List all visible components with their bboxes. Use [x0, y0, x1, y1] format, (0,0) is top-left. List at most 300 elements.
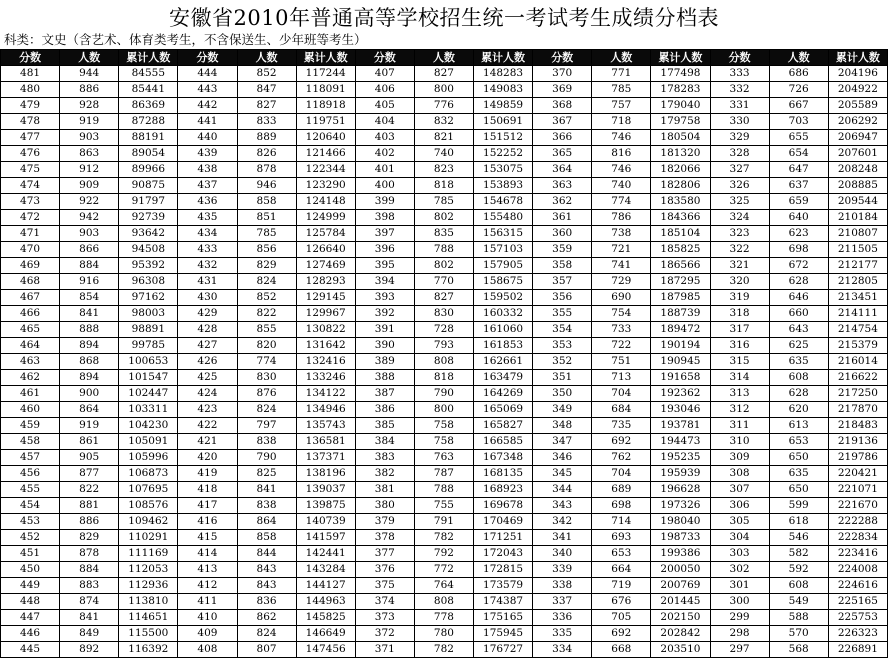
table-cell: 187295	[651, 274, 710, 290]
table-cell: 418	[178, 482, 237, 498]
column-header: 累计人数	[651, 50, 710, 66]
table-cell: 946	[237, 178, 296, 194]
table-cell: 191658	[651, 370, 710, 386]
table-cell: 790	[237, 450, 296, 466]
table-cell: 429	[178, 306, 237, 322]
table-cell: 118918	[296, 98, 355, 114]
table-cell: 222834	[828, 530, 887, 546]
table-cell: 163479	[474, 370, 533, 386]
table-cell: 91797	[119, 194, 178, 210]
table-cell: 628	[769, 274, 828, 290]
table-cell: 110291	[119, 530, 178, 546]
table-cell: 419	[178, 466, 237, 482]
table-cell: 833	[237, 114, 296, 130]
table-cell: 402	[355, 146, 414, 162]
table-cell: 830	[414, 306, 473, 322]
table-cell: 177498	[651, 66, 710, 82]
table-cell: 302	[710, 562, 769, 578]
table-cell: 473	[1, 194, 60, 210]
table-row	[1, 610, 888, 626]
table-cell: 173579	[474, 578, 533, 594]
table-cell: 126640	[296, 242, 355, 258]
table-cell: 455	[1, 482, 60, 498]
table-cell: 830	[237, 370, 296, 386]
table-cell: 852	[237, 66, 296, 82]
table-cell: 348	[533, 418, 592, 434]
table-cell: 741	[592, 258, 651, 274]
table-cell: 416	[178, 514, 237, 530]
table-cell: 185104	[651, 226, 710, 242]
table-cell: 824	[237, 274, 296, 290]
table-cell: 816	[592, 146, 651, 162]
table-cell: 922	[60, 194, 119, 210]
table-cell: 179040	[651, 98, 710, 114]
table-cell: 905	[60, 450, 119, 466]
table-cell: 226891	[828, 642, 887, 658]
table-cell: 942	[60, 210, 119, 226]
table-cell: 802	[414, 258, 473, 274]
table-cell: 772	[414, 562, 473, 578]
table-cell: 207601	[828, 146, 887, 162]
table-cell: 854	[60, 290, 119, 306]
table-cell: 333	[710, 66, 769, 82]
table-cell: 95392	[119, 258, 178, 274]
table-cell: 878	[60, 546, 119, 562]
table-cell: 138196	[296, 466, 355, 482]
table-cell: 219136	[828, 434, 887, 450]
table-cell: 903	[60, 226, 119, 242]
table-cell: 881	[60, 498, 119, 514]
table-cell: 944	[60, 66, 119, 82]
table-cell: 740	[592, 178, 651, 194]
table-cell: 115500	[119, 626, 178, 642]
table-cell: 722	[592, 338, 651, 354]
table-cell: 84555	[119, 66, 178, 82]
table-cell: 190945	[651, 354, 710, 370]
table-cell: 824	[237, 402, 296, 418]
table-cell: 379	[355, 514, 414, 530]
table-row	[1, 162, 888, 178]
table-cell: 782	[414, 642, 473, 658]
table-cell: 635	[769, 466, 828, 482]
table-cell: 216622	[828, 370, 887, 386]
table-cell: 171251	[474, 530, 533, 546]
table-cell: 121466	[296, 146, 355, 162]
score-distribution-table	[0, 49, 888, 658]
table-cell: 425	[178, 370, 237, 386]
table-cell: 224616	[828, 578, 887, 594]
column-header: 分数	[178, 50, 237, 66]
table-cell: 344	[533, 482, 592, 498]
table-cell: 470	[1, 242, 60, 258]
table-cell: 864	[60, 402, 119, 418]
table-cell: 125784	[296, 226, 355, 242]
table-cell: 221071	[828, 482, 887, 498]
table-cell: 129145	[296, 290, 355, 306]
table-cell: 200050	[651, 562, 710, 578]
table-cell: 305	[710, 514, 769, 530]
table-cell: 391	[355, 322, 414, 338]
table-cell: 135743	[296, 418, 355, 434]
table-cell: 320	[710, 274, 769, 290]
table-cell: 182806	[651, 178, 710, 194]
table-cell: 373	[355, 610, 414, 626]
table-cell: 89054	[119, 146, 178, 162]
table-cell: 406	[355, 82, 414, 98]
table-cell: 395	[355, 258, 414, 274]
table-row	[1, 258, 888, 274]
table-cell: 224008	[828, 562, 887, 578]
table-cell: 312	[710, 402, 769, 418]
table-cell: 370	[533, 66, 592, 82]
table-cell: 409	[178, 626, 237, 642]
table-cell: 689	[592, 482, 651, 498]
table-cell: 433	[178, 242, 237, 258]
table-cell: 454	[1, 498, 60, 514]
table-cell: 123290	[296, 178, 355, 194]
table-cell: 356	[533, 290, 592, 306]
table-cell: 650	[769, 482, 828, 498]
table-cell: 413	[178, 562, 237, 578]
table-cell: 157905	[474, 258, 533, 274]
table-cell: 786	[592, 210, 651, 226]
table-cell: 377	[355, 546, 414, 562]
table-cell: 703	[769, 114, 828, 130]
table-cell: 225753	[828, 610, 887, 626]
table-cell: 849	[60, 626, 119, 642]
table-cell: 92739	[119, 210, 178, 226]
table-cell: 868	[60, 354, 119, 370]
table-cell: 844	[237, 546, 296, 562]
table-cell: 114651	[119, 610, 178, 626]
table-cell: 304	[710, 530, 769, 546]
table-cell: 818	[414, 370, 473, 386]
table-cell: 453	[1, 514, 60, 530]
table-cell: 718	[592, 114, 651, 130]
table-cell: 360	[533, 226, 592, 242]
table-cell: 117244	[296, 66, 355, 82]
table-cell: 808	[414, 354, 473, 370]
table-cell: 134946	[296, 402, 355, 418]
table-cell: 738	[592, 226, 651, 242]
table-cell: 894	[60, 370, 119, 386]
table-cell: 145825	[296, 610, 355, 626]
table-cell: 592	[769, 562, 828, 578]
table-cell: 858	[237, 530, 296, 546]
table-cell: 751	[592, 354, 651, 370]
table-cell: 303	[710, 546, 769, 562]
table-cell: 202150	[651, 610, 710, 626]
table-cell: 668	[592, 642, 651, 658]
table-cell: 746	[592, 130, 651, 146]
table-cell: 339	[533, 562, 592, 578]
table-cell: 714	[592, 514, 651, 530]
table-cell: 335	[533, 626, 592, 642]
table-cell: 410	[178, 610, 237, 626]
table-row	[1, 274, 888, 290]
table-cell: 444	[178, 66, 237, 82]
table-cell: 210807	[828, 226, 887, 242]
table-cell: 827	[414, 66, 473, 82]
table-cell: 93642	[119, 226, 178, 242]
table-cell: 771	[592, 66, 651, 82]
table-row	[1, 354, 888, 370]
table-cell: 152252	[474, 146, 533, 162]
table-cell: 181320	[651, 146, 710, 162]
table-cell: 119751	[296, 114, 355, 130]
table-cell: 169678	[474, 498, 533, 514]
table-cell: 468	[1, 274, 60, 290]
table-cell: 155480	[474, 210, 533, 226]
table-cell: 122344	[296, 162, 355, 178]
table-cell: 728	[414, 322, 473, 338]
table-cell: 381	[355, 482, 414, 498]
table-cell: 195235	[651, 450, 710, 466]
table-cell: 646	[769, 290, 828, 306]
table-cell: 315	[710, 354, 769, 370]
table-cell: 903	[60, 130, 119, 146]
table-cell: 790	[414, 386, 473, 402]
table-cell: 787	[414, 466, 473, 482]
table-cell: 460	[1, 402, 60, 418]
table-cell: 144127	[296, 578, 355, 594]
table-cell: 546	[769, 530, 828, 546]
table-cell: 800	[414, 402, 473, 418]
table-cell: 909	[60, 178, 119, 194]
table-cell: 400	[355, 178, 414, 194]
table-cell: 464	[1, 338, 60, 354]
table-cell: 457	[1, 450, 60, 466]
table-row	[1, 322, 888, 338]
table-cell: 478	[1, 114, 60, 130]
table-cell: 452	[1, 530, 60, 546]
table-cell: 480	[1, 82, 60, 98]
table-cell: 363	[533, 178, 592, 194]
table-cell: 192362	[651, 386, 710, 402]
table-cell: 331	[710, 98, 769, 114]
table-cell: 919	[60, 418, 119, 434]
table-cell: 886	[60, 514, 119, 530]
table-cell: 390	[355, 338, 414, 354]
table-cell: 197326	[651, 498, 710, 514]
column-header: 分数	[355, 50, 414, 66]
table-cell: 112936	[119, 578, 178, 594]
table-cell: 782	[414, 530, 473, 546]
table-cell: 226323	[828, 626, 887, 642]
table-cell: 105996	[119, 450, 178, 466]
table-cell: 446	[1, 626, 60, 642]
table-cell: 189472	[651, 322, 710, 338]
table-cell: 385	[355, 418, 414, 434]
table-row	[1, 402, 888, 418]
table-cell: 653	[769, 434, 828, 450]
table-cell: 440	[178, 130, 237, 146]
table-cell: 168923	[474, 482, 533, 498]
table-cell: 208885	[828, 178, 887, 194]
table-cell: 647	[769, 162, 828, 178]
table-cell: 637	[769, 178, 828, 194]
table-cell: 705	[592, 610, 651, 626]
table-cell: 106873	[119, 466, 178, 482]
table-cell: 355	[533, 306, 592, 322]
table-cell: 200769	[651, 578, 710, 594]
table-cell: 625	[769, 338, 828, 354]
table-cell: 184366	[651, 210, 710, 226]
table-cell: 774	[237, 354, 296, 370]
table-cell: 327	[710, 162, 769, 178]
table-cell: 423	[178, 402, 237, 418]
table-cell: 162661	[474, 354, 533, 370]
table-cell: 112053	[119, 562, 178, 578]
table-cell: 216014	[828, 354, 887, 370]
table-cell: 653	[592, 546, 651, 562]
table-cell: 800	[414, 82, 473, 98]
table-cell: 436	[178, 194, 237, 210]
table-cell: 568	[769, 642, 828, 658]
table-cell: 365	[533, 146, 592, 162]
table-cell: 465	[1, 322, 60, 338]
table-cell: 132416	[296, 354, 355, 370]
table-cell: 185825	[651, 242, 710, 258]
table-cell: 874	[60, 594, 119, 610]
table-cell: 378	[355, 530, 414, 546]
table-cell: 826	[237, 146, 296, 162]
table-cell: 401	[355, 162, 414, 178]
table-cell: 443	[178, 82, 237, 98]
table-cell: 96308	[119, 274, 178, 290]
table-row	[1, 562, 888, 578]
table-cell: 319	[710, 290, 769, 306]
table-cell: 693	[592, 530, 651, 546]
table-cell: 362	[533, 194, 592, 210]
table-cell: 376	[355, 562, 414, 578]
table-cell: 367	[533, 114, 592, 130]
column-header: 累计人数	[828, 50, 887, 66]
table-cell: 698	[592, 498, 651, 514]
column-header: 累计人数	[296, 50, 355, 66]
table-cell: 146649	[296, 626, 355, 642]
table-cell: 371	[355, 642, 414, 658]
table-cell: 676	[592, 594, 651, 610]
table-cell: 375	[355, 578, 414, 594]
table-cell: 827	[237, 98, 296, 114]
table-cell: 877	[60, 466, 119, 482]
column-header: 人数	[414, 50, 473, 66]
table-cell: 628	[769, 386, 828, 402]
table-cell: 445	[1, 642, 60, 658]
table-cell: 301	[710, 578, 769, 594]
table-cell: 456	[1, 466, 60, 482]
table-cell: 225165	[828, 594, 887, 610]
table-cell: 394	[355, 274, 414, 290]
table-cell: 451	[1, 546, 60, 562]
table-cell: 336	[533, 610, 592, 626]
table-cell: 684	[592, 402, 651, 418]
table-cell: 338	[533, 578, 592, 594]
table-row	[1, 114, 888, 130]
table-cell: 659	[769, 194, 828, 210]
table-cell: 729	[592, 274, 651, 290]
table-cell: 776	[414, 98, 473, 114]
table-cell: 136581	[296, 434, 355, 450]
table-cell: 210184	[828, 210, 887, 226]
table-cell: 194473	[651, 434, 710, 450]
page-title: 安徽省2010年普通高等学校招生统一考试考生成绩分档表	[169, 6, 719, 30]
table-cell: 888	[60, 322, 119, 338]
table-cell: 164269	[474, 386, 533, 402]
table-cell: 154678	[474, 194, 533, 210]
table-cell: 608	[769, 578, 828, 594]
table-cell: 774	[592, 194, 651, 210]
table-cell: 838	[237, 434, 296, 450]
table-cell: 411	[178, 594, 237, 610]
table-cell: 368	[533, 98, 592, 114]
table-cell: 366	[533, 130, 592, 146]
table-cell: 785	[237, 226, 296, 242]
table-cell: 158675	[474, 274, 533, 290]
table-cell: 758	[414, 418, 473, 434]
table-cell: 386	[355, 402, 414, 418]
table-cell: 141597	[296, 530, 355, 546]
table-cell: 863	[60, 146, 119, 162]
table-cell: 785	[592, 82, 651, 98]
table-cell: 477	[1, 130, 60, 146]
table-cell: 195939	[651, 466, 710, 482]
table-cell: 325	[710, 194, 769, 210]
table-cell: 131642	[296, 338, 355, 354]
table-cell: 650	[769, 450, 828, 466]
table-cell: 153075	[474, 162, 533, 178]
table-cell: 215379	[828, 338, 887, 354]
table-cell: 311	[710, 418, 769, 434]
table-cell: 654	[769, 146, 828, 162]
table-cell: 221670	[828, 498, 887, 514]
table-cell: 855	[237, 322, 296, 338]
table-cell: 205589	[828, 98, 887, 114]
table-cell: 847	[237, 82, 296, 98]
table-cell: 398	[355, 210, 414, 226]
table-cell: 342	[533, 514, 592, 530]
table-cell: 481	[1, 66, 60, 82]
table-cell: 340	[533, 546, 592, 562]
subject-category-note: 科类：文史（含艺术、体育类考生，不含保送生、少年班等考生）	[4, 32, 367, 47]
table-cell: 778	[414, 610, 473, 626]
table-cell: 393	[355, 290, 414, 306]
table-cell: 330	[710, 114, 769, 130]
table-cell: 206292	[828, 114, 887, 130]
table-cell: 746	[592, 162, 651, 178]
table-cell: 792	[414, 546, 473, 562]
table-cell: 97162	[119, 290, 178, 306]
table-cell: 599	[769, 498, 828, 514]
table-cell: 588	[769, 610, 828, 626]
table-cell: 142441	[296, 546, 355, 562]
table-cell: 120640	[296, 130, 355, 146]
table-cell: 459	[1, 418, 60, 434]
table-cell: 175165	[474, 610, 533, 626]
table-cell: 788	[414, 242, 473, 258]
table-cell: 884	[60, 562, 119, 578]
table-cell: 900	[60, 386, 119, 402]
table-cell: 876	[237, 386, 296, 402]
table-cell: 318	[710, 306, 769, 322]
table-cell: 180504	[651, 130, 710, 146]
table-cell: 420	[178, 450, 237, 466]
table-cell: 623	[769, 226, 828, 242]
table-cell: 314	[710, 370, 769, 386]
column-header: 分数	[710, 50, 769, 66]
table-cell: 347	[533, 434, 592, 450]
